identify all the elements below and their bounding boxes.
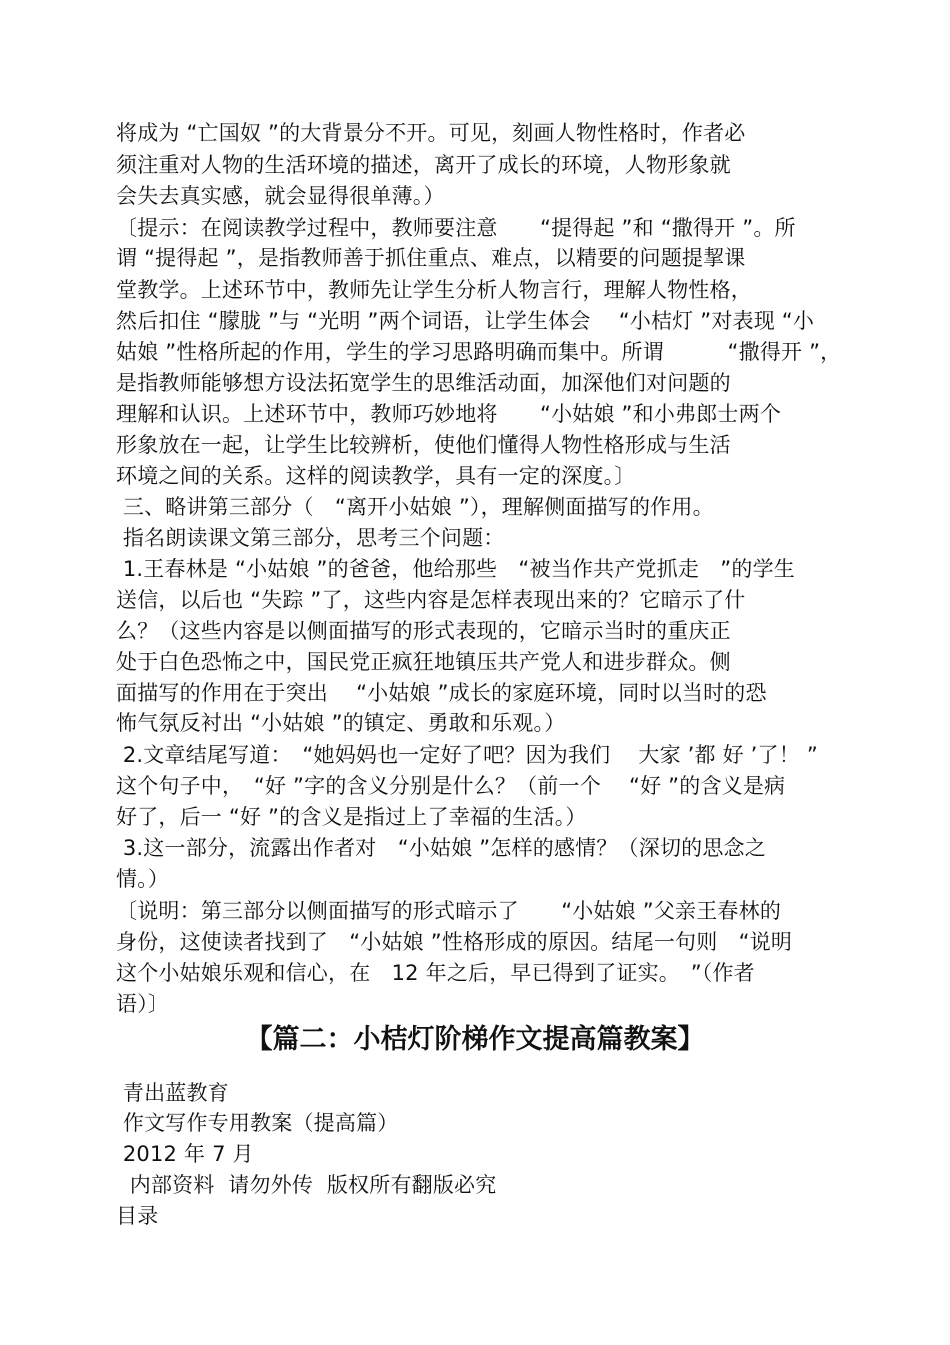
- body-line: 堂教学。上述环节中，教师先让学生分析人物言行，理解人物性格，: [116, 278, 752, 302]
- body-line: 身份，这使读者找到了 “小姑娘 ”性格形成的原因。结尾一句则 “说明: [116, 930, 793, 954]
- body-line: 3.这一部分，流露出作者对 “小姑娘 ”怎样的感情？（深切的思念之: [116, 836, 766, 860]
- body-line: 这个小姑娘乐观和信心，在 12 年之后，早已得到了证实。 ”（作者: [116, 961, 755, 985]
- body-line: 好了，后一 “好 ”的含义是指过上了幸福的生活。）: [116, 805, 587, 829]
- body-line: 〔提示：在阅读教学过程中，教师要注意 “提得起 ”和 “撒得开 ”。所: [116, 216, 796, 240]
- tail-line: 目录: [116, 1204, 159, 1228]
- body-line: 指名朗读课文第三部分，思考三个问题：: [116, 526, 505, 550]
- body-line: 然后扣住 “朦胧 ”与 “光明 ”两个词语，让学生体会 “小桔灯 ”对表现 “小: [116, 309, 815, 333]
- body-line: 是指教师能够想方设法拓宽学生的思维活动面，加深他们对问题的: [116, 371, 731, 395]
- section-heading: 【篇二：小桔灯阶梯作文提高篇教案】: [245, 1024, 705, 1055]
- body-line: 环境之间的关系。这样的阅读教学，具有一定的深度。〕: [116, 464, 636, 488]
- tail-line: 作文写作专用教案（提高篇）: [116, 1111, 399, 1135]
- body-line: 情。）: [116, 867, 170, 891]
- body-line: 么？（这些内容是以侧面描写的形式表现的，它暗示当时的重庆正: [116, 619, 731, 643]
- body-line: 谓 “提得起 ”，是指教师善于抓住重点、难点，以精要的问题提挈课: [116, 246, 746, 270]
- body-line: 姑娘 ”性格所起的作用，学生的学习思路明确而集中。所谓 “撒得开 ”，: [116, 340, 842, 364]
- body-line: 〔说明：第三部分以侧面描写的形式暗示了 “小姑娘 ”父亲王春林的: [116, 899, 782, 923]
- body-line: 将成为 “亡国奴 ”的大背景分不开。可见，刻画人物性格时，作者必: [116, 121, 746, 145]
- body-line: 这个句子中， “好 ”字的含义分别是什么？（前一个 “好 ”的含义是病: [116, 774, 786, 798]
- body-line: 三、略讲第三部分（ “离开小姑娘 ”），理解侧面描写的作用。: [116, 495, 714, 519]
- body-line: 处于白色恐怖之中，国民党正疯狂地镇压共产党人和进步群众。侧: [116, 650, 731, 674]
- body-line: 须注重对人物的生活环境的描述，离开了成长的环境，人物形象就: [116, 153, 731, 177]
- body-line: 送信，以后也 “失踪 ”了，这些内容是怎样表现出来的？它暗示了什: [116, 588, 746, 612]
- tail-line: 2012 年 7 月: [116, 1142, 254, 1166]
- body-line: 2.文章结尾写道： “她妈妈也一定好了吧？因为我们 大家 ’都 好 ’了！ ”: [116, 743, 818, 767]
- body-line: 面描写的作用在于突出 “小姑娘 ”成长的家庭环境，同时以当时的恐: [116, 681, 767, 705]
- tail-line: 青出蓝教育: [116, 1081, 229, 1105]
- body-line: 语）〕: [116, 992, 170, 1016]
- body-line: 形象放在一起，让学生比较辨析，使他们懂得人物性格形成与生活: [116, 433, 731, 457]
- body-line: 会失去真实感，就会显得很单薄。）: [116, 184, 445, 208]
- tail-line: 内部资料 请勿外传 版权所有翻版必究: [116, 1173, 497, 1197]
- body-line: 怖气氛反衬出 “小姑娘 ”的镇定、勇敢和乐观。）: [116, 711, 566, 735]
- body-line: 理解和认识。上述环节中，教师巧妙地将 “小姑娘 ”和小弗郎士两个: [116, 402, 782, 426]
- body-line: 1.王春林是 “小姑娘 ”的爸爸，他给那些 “被当作共产党抓走 ”的学生: [116, 557, 795, 581]
